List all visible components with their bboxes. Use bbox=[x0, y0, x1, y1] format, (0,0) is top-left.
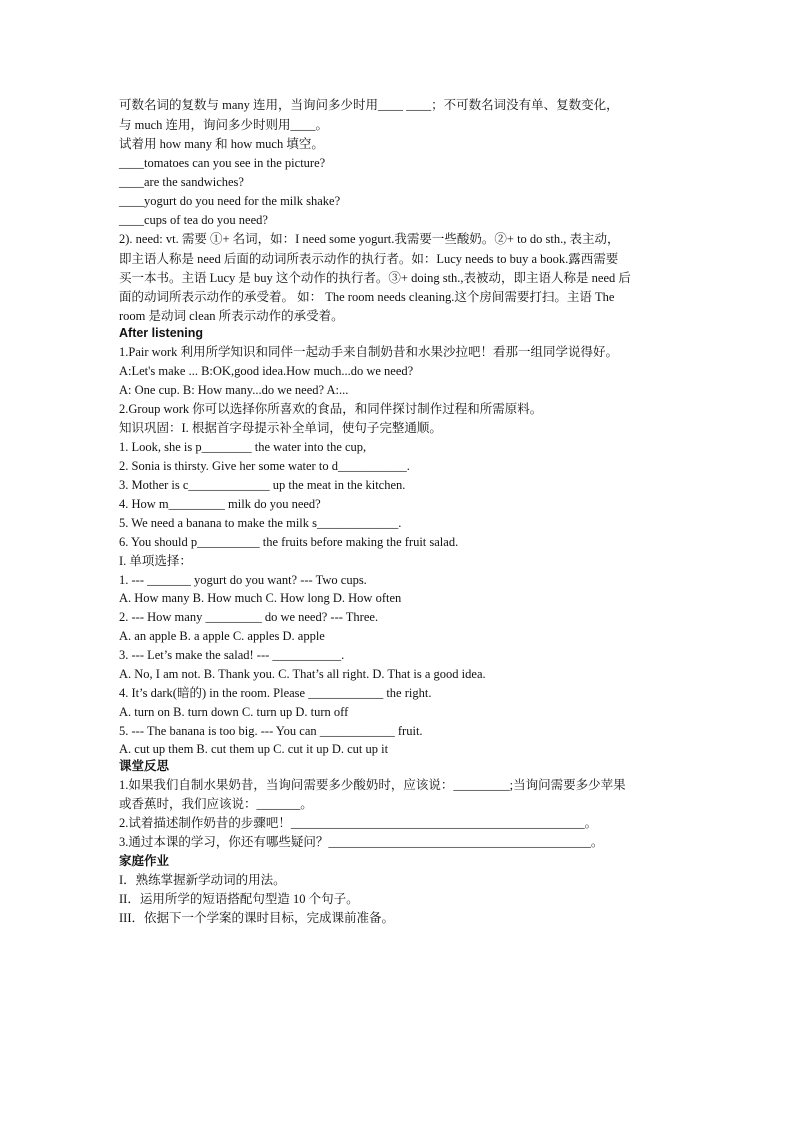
text-line: A. No, I am not. B. Thank you. C. That’s all right. D. That is a good idea. bbox=[119, 667, 486, 681]
text-line: A. an apple B. a apple C. apples D. apple bbox=[119, 629, 325, 643]
text-line: 与 much 连用，询问多少时则用____。 bbox=[119, 118, 329, 132]
text-line: 2. Sonia is thirsty. Give her some water to d___________. bbox=[119, 459, 410, 473]
text-line: 1. --- _______ yogurt do you want? --- Two cups. bbox=[119, 573, 367, 587]
text-line: I．熟练掌握新学动词的用法。 bbox=[119, 873, 286, 887]
text-line: 6. You should p__________ the fruits before making the fruit salad. bbox=[119, 535, 459, 549]
text-line: 1.Pair work 利用所学知识和同伴一起动手来自制奶昔和水果沙拉吧！看那一组同学说得好。 bbox=[119, 345, 618, 359]
text-line: 知识巩固：I. 根据首字母提示补全单词，使句子完整通顺。 bbox=[119, 421, 442, 435]
text-line: 2.Group work 你可以选择你所喜欢的食品，和同伴探讨制作过程和所需原料。 bbox=[119, 402, 543, 416]
text-line: 4. It’s dark(暗的) in the room. Please ____________ the right. bbox=[119, 686, 432, 700]
text-line: 3. Mother is c_____________ up the meat in the kitchen. bbox=[119, 478, 406, 492]
text-line: 即主语人称是 need 后面的动词所表示动作的执行者。如：Lucy needs to buy a book.露西需要 bbox=[119, 252, 619, 266]
text-line: ____cups of tea do you need? bbox=[119, 213, 268, 227]
text-line: I. 单项选择： bbox=[119, 554, 192, 568]
text-line: A: One cup. B: How many...do we need? A:... bbox=[119, 383, 349, 397]
text-line: 2.试着描述制作奶昔的步骤吧！_______________________________________________。 bbox=[119, 816, 598, 830]
text-line: 买一本书。主语 Lucy 是 buy 这个动作的执行者。③+ doing sth.,表被动，即主语人称是 need 后 bbox=[119, 271, 631, 285]
text-line: 1. Look, she is p________ the water into the cup, bbox=[119, 440, 367, 454]
text-line: 3.通过本课的学习，你还有哪些疑问？__________________________________________。 bbox=[119, 835, 604, 849]
text-line: 3. --- Let’s make the salad! --- ___________. bbox=[119, 648, 345, 662]
text-line: 5. We need a banana to make the milk s_____________. bbox=[119, 516, 402, 530]
text-line: 或香蕉时，我们应该说：_______。 bbox=[119, 797, 313, 811]
text-line: A. cut up them B. cut them up C. cut it up D. cut up it bbox=[119, 742, 389, 756]
section-heading: After listening bbox=[119, 326, 204, 340]
text-line: 面的动词所表示动作的承受着。 如： The room needs cleaning.这个房间需要打扫。主语 The bbox=[119, 290, 615, 304]
text-line: 5. --- The banana is too big. --- You can ____________ fruit. bbox=[119, 724, 423, 738]
text-line: 2. --- How many _________ do we need? --- Three. bbox=[119, 610, 379, 624]
text-line: A. How many B. How much C. How long D. How often bbox=[119, 591, 402, 605]
text-line: ____yogurt do you need for the milk shake? bbox=[119, 194, 341, 208]
text-line: 2). need: vt. 需要 ①+ 名词，如：I need some yogurt.我需要一些酸奶。②+ to do sth., 表主动， bbox=[119, 232, 620, 246]
text-line: III．依据下一个学案的课时目标，完成课前准备。 bbox=[119, 911, 394, 925]
text-line: room 是动词 clean 所表示动作的承受着。 bbox=[119, 309, 344, 323]
text-line: ____are the sandwiches? bbox=[119, 175, 244, 189]
text-line: II．运用所学的短语搭配句型造 10 个句子。 bbox=[119, 892, 359, 906]
text-line: 试着用 how many 和 how much 填空。 bbox=[119, 137, 324, 151]
text-line: ____tomatoes can you see in the picture? bbox=[119, 156, 326, 170]
text-line: A. turn on B. turn down C. turn up D. turn off bbox=[119, 705, 349, 719]
text-line: 1.如果我们自制水果奶昔，当询问需要多少酸奶时，应该说：_________;当询问需要多少苹果 bbox=[119, 778, 626, 792]
text-line: A:Let's make ... B:OK,good idea.How much...do we need? bbox=[119, 364, 414, 378]
section-heading: 家庭作业 bbox=[119, 854, 170, 868]
section-heading: 课堂反思 bbox=[119, 759, 170, 773]
text-line: 4. How m_________ milk do you need? bbox=[119, 497, 321, 511]
text-line: 可数名词的复数与 many 连用，当询问多少时用____ ____；不可数名词没有单、复数变化， bbox=[119, 98, 619, 112]
